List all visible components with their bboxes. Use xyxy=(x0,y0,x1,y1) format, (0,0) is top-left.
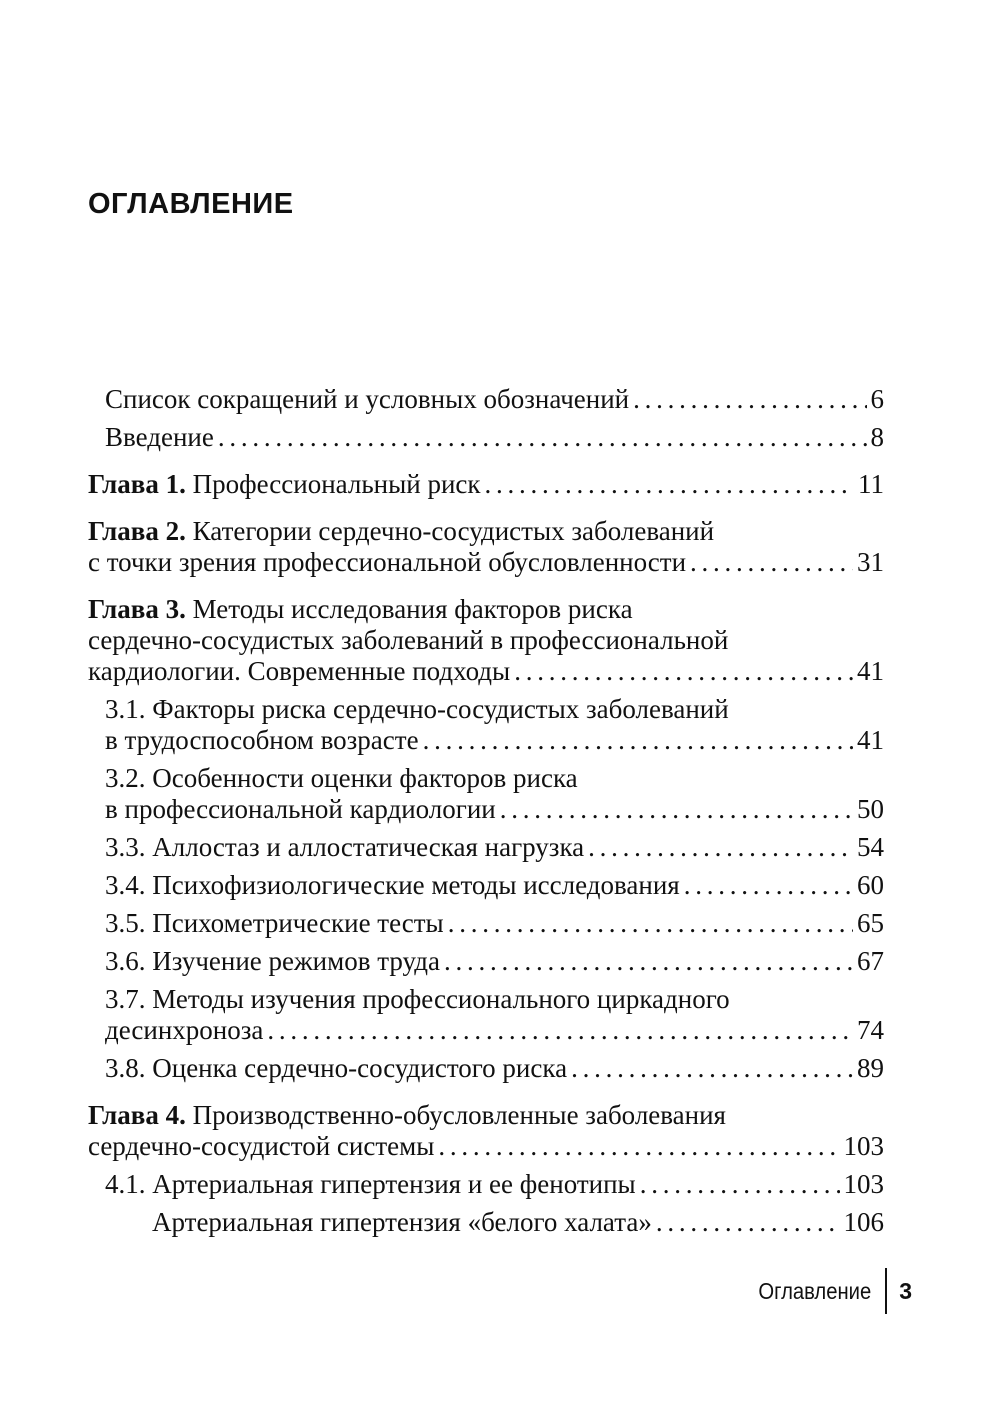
toc-line-text xyxy=(105,870,680,901)
entry-title: 4.1. Артериальная гипертензия и ее фенотипы xyxy=(105,1169,636,1199)
footer-page-number: 3 xyxy=(899,1277,912,1304)
footer-separator xyxy=(885,1268,887,1314)
toc-section-entry xyxy=(105,832,884,863)
toc-line-text xyxy=(105,1053,567,1084)
toc-line-text xyxy=(105,725,419,756)
entry-title: Производственно-обусловленные заболевания xyxy=(185,1100,726,1130)
page-number: 41 xyxy=(857,725,884,755)
toc-line xyxy=(88,625,884,656)
entry-title: в профессиональной кардиологии xyxy=(105,794,496,824)
dot-leader xyxy=(514,656,853,687)
entry-title: 3.4. Психофизиологические методы исследования xyxy=(105,870,680,900)
toc-line-text xyxy=(105,694,729,724)
toc-line-text xyxy=(105,1015,263,1046)
toc-line xyxy=(88,547,884,578)
dot-leader xyxy=(690,547,853,578)
entry-title: 3.5. Психометрические тесты xyxy=(105,908,444,938)
dot-leader xyxy=(218,422,867,453)
toc-line-text xyxy=(88,594,633,624)
dot-leader xyxy=(588,832,853,863)
entry-title: 3.8. Оценка сердечно-сосудистого риска xyxy=(105,1053,568,1083)
toc-line xyxy=(105,384,884,415)
toc-line xyxy=(105,763,884,794)
page-number: 60 xyxy=(857,870,884,900)
page-number: 41 xyxy=(857,656,884,686)
toc-line-text xyxy=(105,984,730,1014)
toc-line-text xyxy=(88,516,714,546)
toc-line-text xyxy=(88,1100,726,1130)
dot-leader xyxy=(423,725,853,756)
toc-line-text xyxy=(88,656,510,687)
table-of-contents xyxy=(88,384,884,1238)
toc-line xyxy=(105,794,884,825)
toc-line xyxy=(105,870,884,901)
entry-title: 3.7. Методы изучения профессионального циркадного xyxy=(105,984,730,1014)
entry-title: десинхроноза xyxy=(105,1015,264,1045)
toc-line-text xyxy=(88,625,728,655)
toc-line xyxy=(105,1015,884,1046)
entry-title: в трудоспособном возрасте xyxy=(105,725,419,755)
entry-title: сердечно-сосудистой системы xyxy=(88,1131,435,1161)
dot-leader xyxy=(267,1015,853,1046)
toc-line-text xyxy=(105,1169,636,1200)
toc-line xyxy=(105,832,884,863)
toc-section-entry xyxy=(105,422,884,453)
toc-line-text xyxy=(105,794,496,825)
toc-section-entry xyxy=(105,694,884,756)
toc-line xyxy=(88,1100,884,1131)
toc-section-entry xyxy=(105,1169,884,1200)
dot-leader xyxy=(444,946,853,977)
entry-title: Категории сердечно-сосудистых заболеваний xyxy=(185,516,715,546)
toc-line-text xyxy=(105,763,578,793)
toc-section-entry xyxy=(105,1053,884,1084)
toc-section-entry xyxy=(105,763,884,825)
dot-leader xyxy=(438,1131,839,1162)
running-footer xyxy=(743,1268,912,1314)
toc-section-entry xyxy=(105,946,884,977)
toc-line xyxy=(105,908,884,939)
dot-leader xyxy=(448,908,853,939)
toc-line-text xyxy=(105,908,444,939)
entry-title: Методы исследования факторов риска xyxy=(185,594,633,624)
toc-line xyxy=(105,1053,884,1084)
toc-section-entry xyxy=(152,1207,884,1238)
toc-line-text xyxy=(105,384,629,415)
entry-title: Введение xyxy=(105,422,214,452)
toc-section-entry xyxy=(105,384,884,415)
toc-line xyxy=(105,694,884,725)
toc-line-text xyxy=(88,1131,434,1162)
page-title: ОГЛАВЛЕНИЕ xyxy=(88,188,294,220)
toc-line xyxy=(105,984,884,1015)
entry-title: с точки зрения профессиональной обусловленности xyxy=(88,547,687,577)
toc-line xyxy=(105,946,884,977)
page-number: 54 xyxy=(857,832,884,862)
toc-line-text xyxy=(88,547,686,578)
footer-section-title: Оглавление xyxy=(758,1277,872,1304)
entry-title: сердечно-сосудистых заболеваний в профессиональной xyxy=(88,625,729,655)
page-number: 89 xyxy=(857,1053,884,1083)
toc-chapter-entry xyxy=(88,1100,884,1162)
dot-leader xyxy=(684,870,853,901)
chapter-label: Глава 2. xyxy=(88,516,186,546)
toc-line-text xyxy=(105,946,440,977)
page-number: 31 xyxy=(857,547,884,577)
toc-line-text xyxy=(105,832,584,863)
entry-title: 3.1. Факторы риска сердечно-сосудистых заболеваний xyxy=(105,694,729,724)
dot-leader xyxy=(656,1207,840,1238)
dot-leader xyxy=(500,794,853,825)
toc-line xyxy=(88,656,884,687)
page-number: 67 xyxy=(857,946,884,976)
page-number: 50 xyxy=(857,794,884,824)
dot-leader xyxy=(571,1053,853,1084)
toc-chapter-entry xyxy=(88,516,884,578)
toc-line xyxy=(105,422,884,453)
toc-line-text xyxy=(152,1207,652,1238)
entry-title: 3.2. Особенности оценки факторов риска xyxy=(105,763,578,793)
toc-line xyxy=(152,1207,884,1238)
page-number: 74 xyxy=(857,1015,884,1045)
dot-leader xyxy=(640,1169,840,1200)
page-number: 103 xyxy=(843,1131,884,1161)
toc-section-entry xyxy=(105,908,884,939)
toc-chapter-entry xyxy=(88,594,884,687)
toc-line xyxy=(88,1131,884,1162)
page-number: 11 xyxy=(858,469,884,499)
chapter-label: Глава 4. xyxy=(88,1100,186,1130)
toc-chapter-entry xyxy=(88,469,884,500)
page-number: 106 xyxy=(843,1207,884,1237)
dot-leader xyxy=(485,469,855,500)
entry-title: 3.6. Изучение режимов труда xyxy=(105,946,441,976)
toc-line xyxy=(105,1169,884,1200)
page-number: 103 xyxy=(843,1169,884,1199)
entry-title: кардиологии. Современные подходы xyxy=(88,656,511,686)
entry-title: Профессиональный риск xyxy=(185,469,481,499)
toc-line-text xyxy=(88,469,481,500)
toc-line xyxy=(88,594,884,625)
page-number: 65 xyxy=(857,908,884,938)
entry-title: Артериальная гипертензия «белого халата» xyxy=(152,1207,652,1237)
toc-line xyxy=(88,516,884,547)
entry-title: 3.3. Аллостаз и аллостатическая нагрузка xyxy=(105,832,585,862)
entry-title: Список сокращений и условных обозначений xyxy=(105,384,630,414)
dot-leader xyxy=(633,384,866,415)
page-number: 6 xyxy=(870,384,884,414)
chapter-label: Глава 3. xyxy=(88,594,186,624)
toc-line-text xyxy=(105,422,214,453)
toc-line xyxy=(105,725,884,756)
toc-section-entry xyxy=(105,870,884,901)
toc-line xyxy=(88,469,884,500)
toc-section-entry xyxy=(105,984,884,1046)
chapter-label: Глава 1. xyxy=(88,469,186,499)
page-number: 8 xyxy=(870,422,884,452)
